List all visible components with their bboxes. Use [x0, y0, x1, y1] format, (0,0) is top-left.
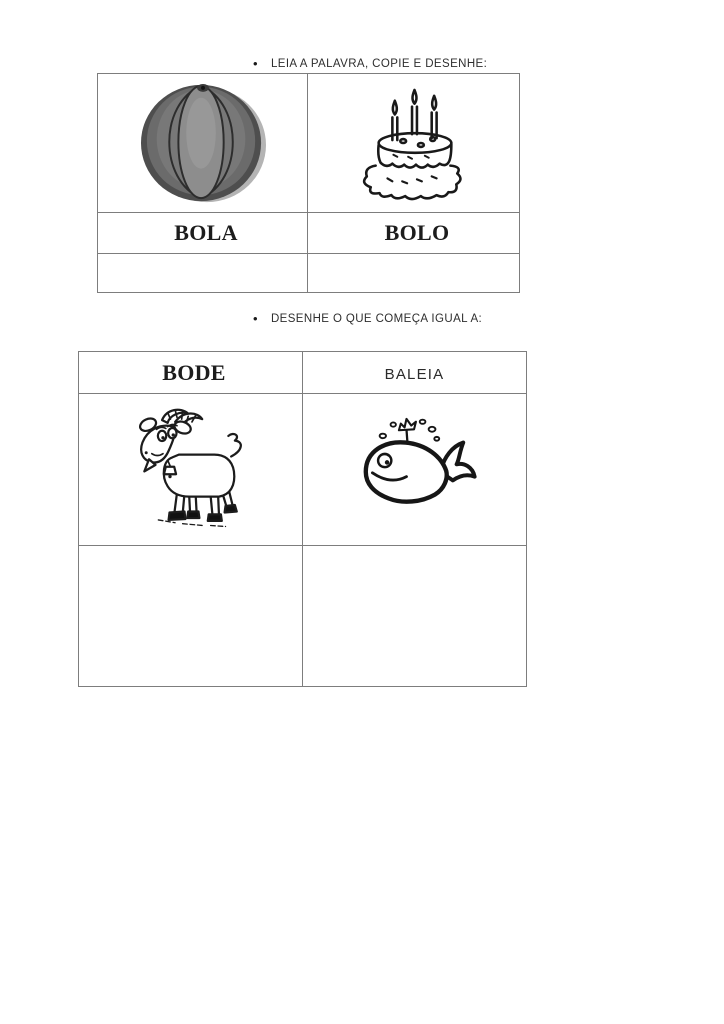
cake-drawing [354, 85, 474, 201]
ball-drawing [138, 80, 268, 206]
empty-copy-cell-left [98, 254, 308, 292]
empty-copy-cell-right [308, 254, 519, 292]
header-bode: BODE [79, 352, 303, 394]
word-bolo: BOLO [308, 213, 519, 254]
table-draw-same-start [78, 351, 527, 687]
bullet-icon: • [253, 311, 258, 326]
cell-whale-image [303, 394, 526, 546]
table-copy-words [97, 73, 520, 293]
empty-draw-cell-right [303, 546, 526, 686]
instruction-line-1 [253, 57, 487, 70]
instruction-line-2 [253, 312, 482, 325]
cell-goat-image [79, 394, 303, 546]
cell-ball-image [98, 74, 308, 213]
whale-drawing [348, 417, 482, 523]
goat-drawing [121, 407, 261, 533]
cell-cake-image [308, 74, 519, 213]
header-baleia: BALEIA [303, 352, 526, 394]
word-bola: BOLA [98, 213, 308, 254]
instruction-text-1: LEIA A PALAVRA, COPIE E DESENHE: [270, 57, 488, 70]
empty-draw-cell-left [79, 546, 303, 686]
bullet-icon: • [253, 56, 258, 71]
instruction-text-2: DESENHE O QUE COMEÇA IGUAL A: [270, 312, 483, 325]
